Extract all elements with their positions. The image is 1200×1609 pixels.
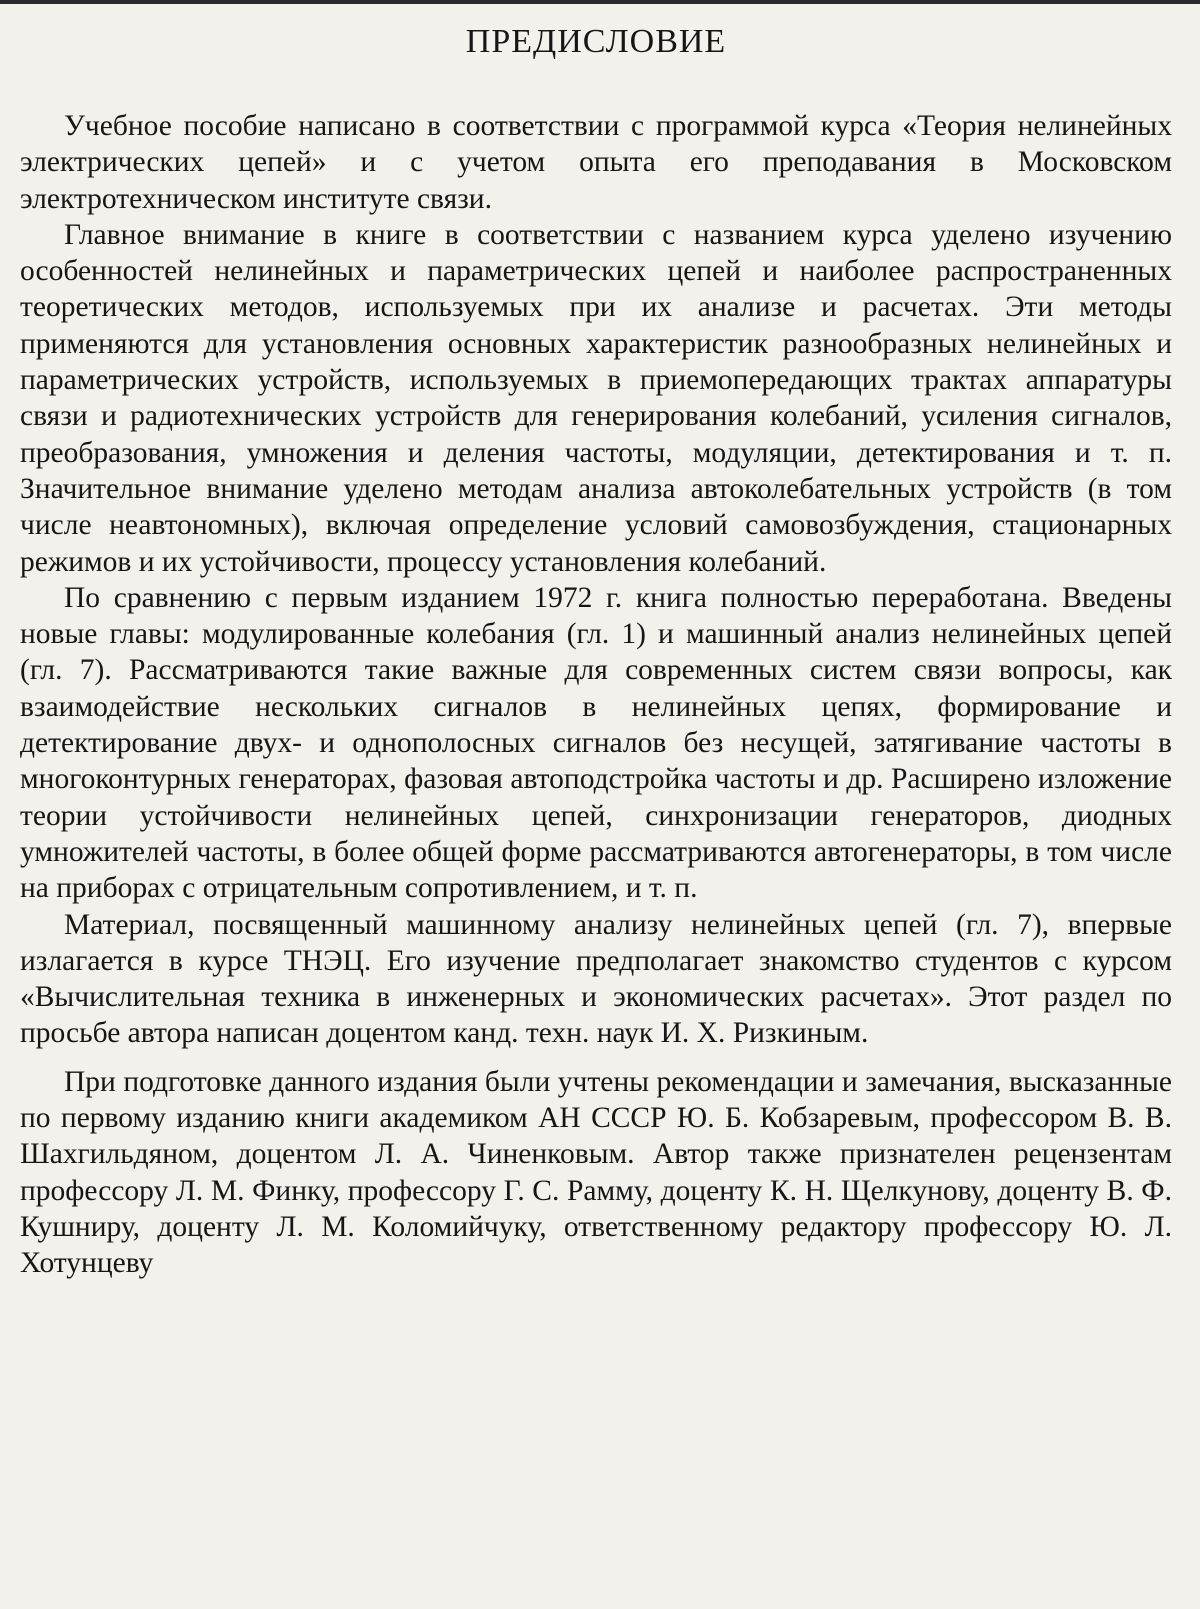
paragraph-1: Учебное пособие написано в соответствии с программой курса «Теория нелинейных электрических цепей» и с учетом опыта его преподавания в Московском электротехническом институте связи. — [20, 110, 1172, 215]
paragraph-3: По сравнению с первым изданием 1972 г. книга полностью переработана. Введены новые главы: модулированные колебания (гл. 1) и машинный анализ нелинейных цепей (гл. 7). Рассматриваются такие важные для современных систем связи вопросы, как взаимодействие нескольких сигналов в нелинейных цепях, формирование и детектирование двух- и однополосных сигналов без несущей, затягивание частоты в многоконтурных генераторах, фазовая автоподстройка частоты и др. Расширено изложение теории устойчивости нелинейных цепей, синхронизации генераторов, диодных умножителей частоты, в более общей форме рассматриваются автогенераторы, в том числе на приборах с отрицательным сопротивлением, и т. п. — [20, 581, 1172, 905]
paragraph-4: Материал, посвященный машинному анализу нелинейных цепей (гл. 7), впервые излагается в курсе ТНЭЦ. Его изучение предполагает знакомство студентов с курсом «Вычислительная техника в инженерных и экономических расчетах». Этот раздел по просьбе автора написан доцентом канд. техн. наук И. Х. Ризкиным. — [20, 908, 1172, 1050]
preface-body — [20, 108, 1172, 1282]
paragraph-2: Главное внимание в книге в соответствии с названием курса уделено изучению особенностей нелинейных и параметрических цепей и наиболее распространенных теоретических методов, используемых при их анализе и расчетах. Эти методы применяются для установления основных характеристик разнообразных нелинейных и параметрических устройств, используемых в приемопередающих трактах аппаратуры связи и радиотехнических устройств для генерирования колебаний, усиления сигналов, преобразования, умножения и деления частоты, модуляции, детектирования и т. п. Значительное внимание уделено методам анализа автоколебательных устройств (в том числе неавтономных), включая определение условий самовозбуждения, стационарных режимов и их устойчивости, процессу установления колебаний. — [20, 218, 1172, 578]
paragraph-5: При подготовке данного издания были учтены рекомендации и замечания, высказанные по первому изданию книги академиком АН СССР Ю. Б. Кобзаревым, профессором В. В. Шахгильдяном, доцентом Л. А. Чиненковым. Автор также признателен рецензентам профессору Л. М. Финку, профессору Г. С. Рамму, доценту К. Н. Щелкунову, доценту В. Ф. Кушниру, доценту Л. М. Коломийчуку, ответственному редактору профессору Ю. Л. Хотунцеву — [20, 1065, 1172, 1280]
page-heading: ПРЕДИСЛОВИЕ — [465, 23, 727, 60]
